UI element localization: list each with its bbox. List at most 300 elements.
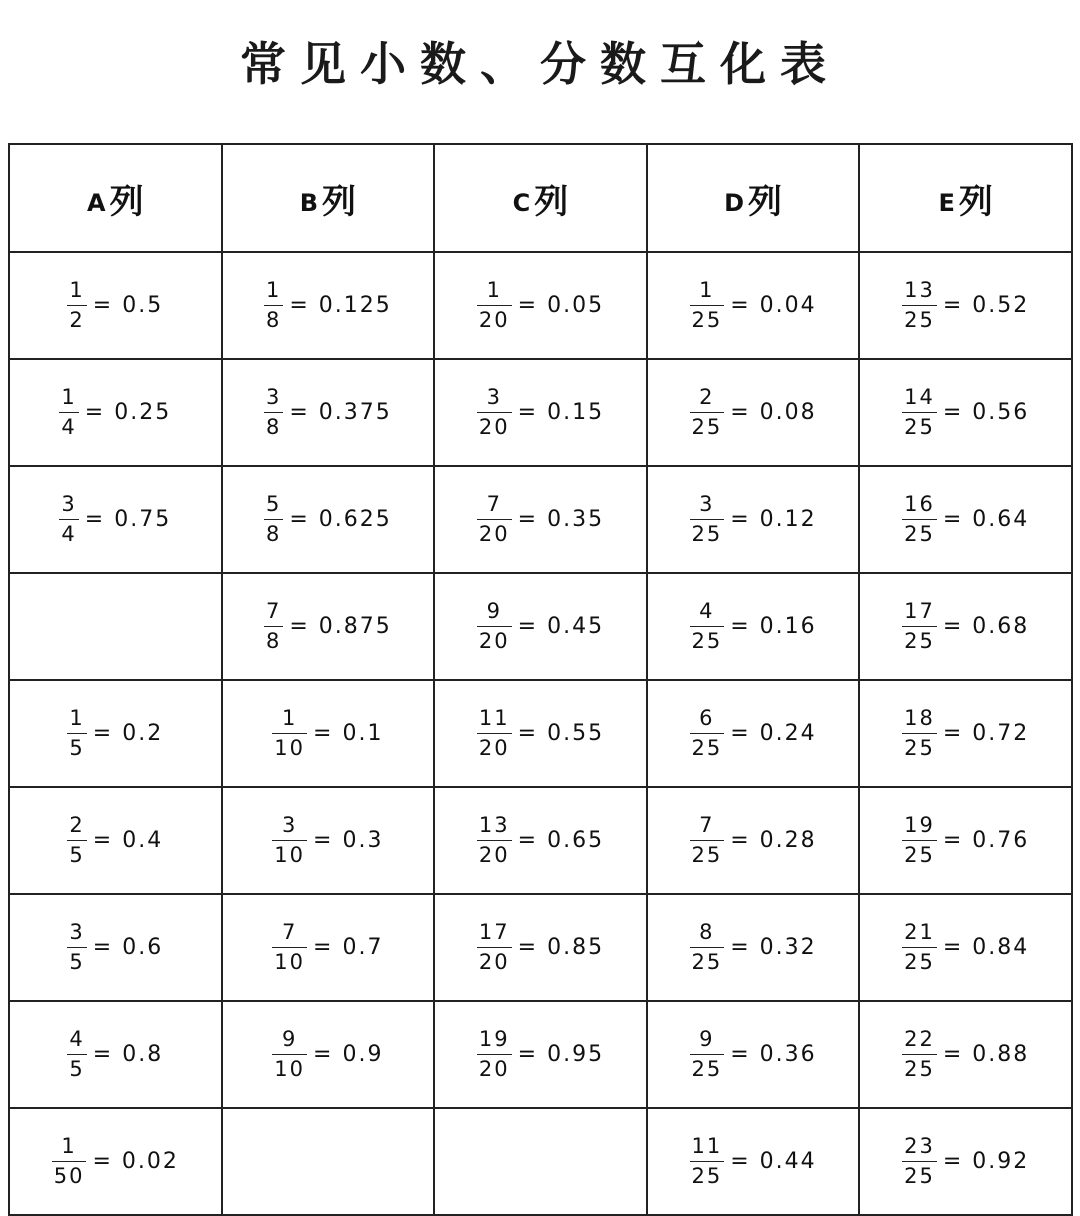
fraction-equation (690, 922, 817, 973)
decimal-text: 0.12 (759, 507, 817, 532)
fraction (477, 1029, 512, 1080)
equals-sign: = (289, 614, 319, 639)
decimal-text: 0.45 (547, 614, 605, 639)
numerator: 9 (699, 1027, 715, 1051)
denominator: 25 (904, 1057, 935, 1081)
table-cell (859, 680, 1072, 787)
equals-sign: = (942, 400, 973, 425)
table-row (9, 466, 1072, 573)
decimal-text: 0.1 (342, 721, 384, 746)
fraction (264, 494, 283, 545)
table-cell (859, 252, 1072, 359)
table-cell (647, 787, 860, 894)
decimal-text: 0.65 (547, 828, 605, 853)
decimal-text: 0.92 (972, 1149, 1030, 1174)
denominator: 10 (274, 950, 306, 974)
denominator: 8 (265, 308, 282, 332)
fraction-equation (272, 708, 383, 759)
column-header-c (434, 144, 647, 252)
column-header-b (222, 144, 435, 252)
fraction (690, 708, 725, 759)
table-cell (859, 466, 1072, 573)
fraction (477, 815, 512, 866)
numerator: 4 (69, 1027, 85, 1051)
fraction (690, 494, 725, 545)
numerator: 9 (281, 1027, 298, 1051)
denominator: 25 (904, 843, 935, 867)
numerator: 5 (265, 492, 282, 516)
fraction-equation (264, 280, 392, 331)
table-cell (222, 466, 435, 573)
denominator: 25 (904, 308, 935, 332)
denominator: 20 (478, 415, 510, 439)
decimal-value (518, 614, 604, 639)
table-cell (859, 1001, 1072, 1108)
equals-sign: = (942, 1042, 973, 1067)
numerator: 2 (699, 385, 715, 409)
fraction (272, 708, 307, 759)
decimal-text: 0.24 (759, 721, 817, 746)
table-cell (434, 466, 647, 573)
decimal-text: 0.68 (972, 614, 1030, 639)
equals-sign: = (289, 293, 319, 318)
equals-sign: = (730, 1042, 760, 1067)
fraction-equation (67, 1029, 163, 1080)
table-cell (647, 573, 860, 680)
decimal-value (943, 1149, 1029, 1174)
numerator: 3 (69, 920, 85, 944)
equals-sign: = (289, 400, 319, 425)
numerator: 13 (478, 813, 510, 837)
equals-sign: = (517, 935, 548, 960)
equals-sign: = (92, 293, 123, 318)
fraction-equation (690, 1136, 817, 1187)
equals-sign: = (517, 828, 548, 853)
equals-sign: = (942, 1149, 973, 1174)
decimal-value (313, 1042, 383, 1067)
fraction (902, 922, 937, 973)
equals-sign: = (942, 614, 973, 639)
denominator: 50 (53, 1164, 85, 1188)
numerator: 1 (281, 706, 298, 730)
equals-sign: = (730, 614, 760, 639)
decimal-text: 0.875 (318, 614, 392, 639)
decimal-value (85, 400, 171, 425)
decimal-value (85, 507, 171, 532)
denominator: 20 (478, 843, 510, 867)
fraction-equation (902, 922, 1029, 973)
denominator: 25 (691, 415, 723, 439)
table-cell (9, 252, 222, 359)
numerator: 7 (281, 920, 298, 944)
table-cell (647, 894, 860, 1001)
table-cell (9, 466, 222, 573)
numerator: 8 (699, 920, 715, 944)
column-header-e (859, 144, 1072, 252)
fraction-equation (52, 1136, 179, 1187)
table-row (9, 1001, 1072, 1108)
fraction (272, 1029, 307, 1080)
numerator: 7 (265, 599, 282, 623)
equals-sign: = (517, 614, 548, 639)
fraction (67, 708, 86, 759)
equals-sign: = (84, 400, 115, 425)
denominator: 20 (478, 308, 510, 332)
column-letter: D (724, 188, 745, 217)
decimal-text: 0.28 (759, 828, 817, 853)
equals-sign: = (84, 507, 115, 532)
table-cell (9, 680, 222, 787)
fraction (59, 387, 78, 438)
fraction-equation (902, 708, 1029, 759)
decimal-text: 0.05 (547, 293, 605, 318)
table-cell (9, 787, 222, 894)
equals-sign: = (942, 935, 973, 960)
table-cell (222, 252, 435, 359)
denominator: 8 (265, 522, 282, 546)
decimal-text: 0.2 (122, 721, 164, 746)
decimal-text: 0.72 (972, 721, 1030, 746)
decimal-text: 0.4 (122, 828, 164, 853)
fraction-equation (902, 280, 1029, 331)
decimal-text: 0.36 (759, 1042, 817, 1067)
fraction (690, 1136, 725, 1187)
decimal-value (289, 507, 391, 532)
equals-sign: = (517, 507, 548, 532)
fraction-equation (902, 494, 1029, 545)
fraction (902, 494, 937, 545)
fraction-equation (477, 1029, 604, 1080)
fraction-equation (902, 601, 1029, 652)
column-suffix: 列 (322, 181, 357, 222)
equals-sign: = (942, 828, 973, 853)
equals-sign: = (92, 935, 123, 960)
fraction-equation (272, 1029, 383, 1080)
table-cell (859, 573, 1072, 680)
column-suffix: 列 (748, 181, 783, 222)
numerator: 6 (699, 706, 715, 730)
decimal-value (518, 1042, 604, 1067)
numerator: 19 (904, 813, 935, 837)
decimal-value (93, 293, 163, 318)
numerator: 11 (478, 706, 510, 730)
fraction (690, 815, 725, 866)
table-cell (222, 1001, 435, 1108)
fraction (690, 922, 725, 973)
numerator: 3 (61, 492, 77, 516)
fraction (902, 280, 937, 331)
table-cell (9, 894, 222, 1001)
table-cell (647, 252, 860, 359)
numerator: 3 (699, 492, 715, 516)
fraction (690, 280, 725, 331)
decimal-value (943, 1042, 1029, 1067)
table-cell (647, 680, 860, 787)
table-cell (647, 359, 860, 466)
denominator: 20 (478, 1057, 510, 1081)
decimal-text: 0.95 (547, 1042, 605, 1067)
fraction (264, 280, 283, 331)
fraction (59, 494, 78, 545)
fraction-equation (690, 601, 817, 652)
table-row (9, 252, 1072, 359)
column-suffix: 列 (109, 181, 144, 222)
table-cell (859, 787, 1072, 894)
decimal-text: 0.52 (972, 293, 1030, 318)
decimal-value (93, 935, 163, 960)
numerator: 3 (281, 813, 298, 837)
decimal-value (289, 614, 391, 639)
equals-sign: = (730, 507, 760, 532)
decimal-text: 0.32 (759, 935, 817, 960)
denominator: 25 (691, 1057, 723, 1081)
decimal-value (730, 828, 816, 853)
table-row (9, 1108, 1072, 1215)
decimal-value (943, 614, 1029, 639)
decimal-value (518, 293, 604, 318)
fraction (902, 601, 937, 652)
table-cell (859, 1108, 1072, 1215)
denominator: 25 (904, 736, 935, 760)
denominator: 25 (904, 1164, 935, 1188)
numerator: 17 (904, 599, 935, 623)
empty-cell (9, 573, 222, 680)
equals-sign: = (730, 935, 760, 960)
numerator: 9 (486, 599, 502, 623)
denominator: 20 (478, 629, 510, 653)
denominator: 10 (274, 1057, 306, 1081)
numerator: 14 (904, 385, 935, 409)
fraction-equation (67, 815, 163, 866)
table-row (9, 573, 1072, 680)
fraction (272, 815, 307, 866)
denominator: 4 (61, 415, 77, 439)
numerator: 1 (265, 278, 282, 302)
table-cell (647, 1001, 860, 1108)
decimal-value (313, 935, 383, 960)
fraction-equation (477, 815, 604, 866)
fraction (690, 1029, 725, 1080)
denominator: 25 (691, 629, 723, 653)
fraction-equation (477, 387, 604, 438)
empty-cell (434, 1108, 647, 1215)
decimal-text: 0.5 (122, 293, 164, 318)
numerator: 7 (486, 492, 502, 516)
column-letter: E (938, 188, 955, 217)
decimal-text: 0.02 (121, 1149, 179, 1174)
decimal-text: 0.25 (114, 400, 172, 425)
decimal-value (730, 1149, 816, 1174)
decimal-value (730, 614, 816, 639)
table-cell (222, 680, 435, 787)
equals-sign: = (92, 721, 123, 746)
decimal-value (518, 507, 604, 532)
equals-sign: = (92, 1149, 122, 1174)
numerator: 7 (699, 813, 715, 837)
fraction-equation (59, 387, 171, 438)
fraction-equation (902, 387, 1029, 438)
equals-sign: = (289, 507, 319, 532)
table-cell (434, 894, 647, 1001)
numerator: 19 (478, 1027, 510, 1051)
decimal-text: 0.75 (114, 507, 172, 532)
fraction (902, 1136, 937, 1187)
decimal-text: 0.625 (318, 507, 392, 532)
denominator: 5 (69, 736, 85, 760)
numerator: 3 (265, 385, 282, 409)
table-cell (434, 359, 647, 466)
numerator: 1 (69, 278, 85, 302)
column-letter: B (299, 188, 319, 217)
denominator: 25 (904, 629, 935, 653)
denominator: 25 (691, 736, 723, 760)
denominator: 5 (69, 950, 85, 974)
equals-sign: = (730, 1149, 760, 1174)
denominator: 20 (478, 736, 510, 760)
decimal-value (93, 721, 163, 746)
decimal-value (943, 935, 1029, 960)
denominator: 10 (274, 843, 306, 867)
fraction-equation (690, 494, 817, 545)
fraction-equation (264, 494, 392, 545)
decimal-value (93, 1042, 163, 1067)
fraction-equation (690, 280, 817, 331)
equals-sign: = (313, 935, 343, 960)
fraction-equation (477, 708, 604, 759)
numerator: 23 (904, 1134, 935, 1158)
decimal-text: 0.35 (547, 507, 605, 532)
denominator: 25 (691, 950, 723, 974)
numerator: 1 (486, 278, 502, 302)
decimal-value (313, 828, 383, 853)
fraction (902, 815, 937, 866)
fraction (477, 387, 512, 438)
fraction-equation (264, 601, 392, 652)
fraction-equation (690, 1029, 817, 1080)
fraction-equation (67, 708, 163, 759)
numerator: 13 (904, 278, 935, 302)
decimal-value (943, 293, 1029, 318)
denominator: 25 (691, 308, 723, 332)
numerator: 22 (904, 1027, 935, 1051)
equals-sign: = (730, 400, 760, 425)
fraction (902, 387, 937, 438)
decimal-text: 0.88 (972, 1042, 1030, 1067)
table-body (9, 252, 1072, 1215)
denominator: 25 (691, 1164, 723, 1188)
decimal-text: 0.04 (759, 293, 817, 318)
column-suffix: 列 (958, 181, 993, 222)
table-cell (434, 252, 647, 359)
fraction-equation (67, 280, 163, 331)
decimal-text: 0.9 (342, 1042, 384, 1067)
fraction (67, 280, 86, 331)
column-letter: C (512, 188, 531, 217)
column-suffix: 列 (534, 181, 569, 222)
equals-sign: = (313, 721, 343, 746)
fraction (902, 708, 937, 759)
fraction-equation (902, 1029, 1029, 1080)
decimal-value (518, 400, 604, 425)
decimal-text: 0.16 (759, 614, 817, 639)
equals-sign: = (313, 1042, 343, 1067)
fraction (264, 601, 283, 652)
denominator: 8 (265, 415, 282, 439)
denominator: 25 (904, 950, 935, 974)
numerator: 18 (904, 706, 935, 730)
denominator: 10 (274, 736, 306, 760)
table-row (9, 894, 1072, 1001)
denominator: 5 (69, 843, 85, 867)
table-row (9, 787, 1072, 894)
denominator: 25 (691, 843, 723, 867)
fraction (272, 922, 307, 973)
fraction-equation (902, 1136, 1029, 1187)
decimal-text: 0.76 (972, 828, 1030, 853)
equals-sign: = (313, 828, 343, 853)
denominator: 4 (61, 522, 77, 546)
decimal-value (313, 721, 383, 746)
decimal-value (943, 400, 1029, 425)
table-cell (647, 466, 860, 573)
fraction (477, 922, 512, 973)
decimal-value (518, 828, 604, 853)
column-header-a (9, 144, 222, 252)
decimal-value (518, 935, 604, 960)
denominator: 5 (69, 1057, 85, 1081)
table-cell (222, 787, 435, 894)
fraction (52, 1136, 87, 1187)
fraction-equation (59, 494, 171, 545)
decimal-value (730, 1042, 816, 1067)
numerator: 1 (699, 278, 715, 302)
fraction (477, 494, 512, 545)
numerator: 21 (904, 920, 935, 944)
fraction-equation (272, 815, 383, 866)
table-row (9, 680, 1072, 787)
equals-sign: = (730, 828, 760, 853)
equals-sign: = (517, 293, 548, 318)
decimal-value (730, 507, 816, 532)
decimal-text: 0.125 (318, 293, 392, 318)
decimal-text: 0.15 (547, 400, 605, 425)
decimal-value (289, 400, 391, 425)
decimal-text: 0.56 (972, 400, 1030, 425)
fraction-equation (272, 922, 383, 973)
fraction-equation (902, 815, 1029, 866)
fraction (902, 1029, 937, 1080)
denominator: 20 (478, 950, 510, 974)
numerator: 16 (904, 492, 935, 516)
denominator: 25 (691, 522, 723, 546)
denominator: 8 (265, 629, 282, 653)
fraction-equation (690, 387, 817, 438)
decimal-text: 0.6 (122, 935, 164, 960)
table-cell (222, 894, 435, 1001)
fraction (690, 601, 725, 652)
decimal-value (289, 293, 391, 318)
conversion-table (8, 143, 1073, 1216)
table-cell (434, 1001, 647, 1108)
fraction (67, 922, 86, 973)
decimal-text: 0.55 (547, 721, 605, 746)
equals-sign: = (730, 721, 760, 746)
fraction (690, 387, 725, 438)
table-cell (434, 787, 647, 894)
table-cell (222, 573, 435, 680)
decimal-value (943, 828, 1029, 853)
equals-sign: = (517, 1042, 548, 1067)
